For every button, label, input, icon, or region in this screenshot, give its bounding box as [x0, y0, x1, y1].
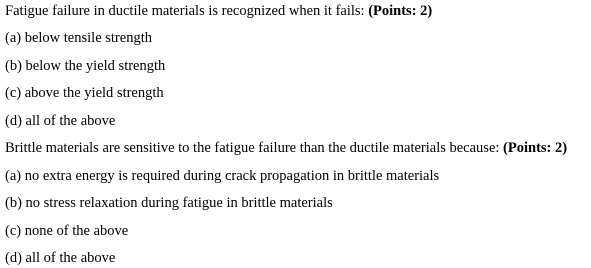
question-2-option-b: (b) no stress relaxation during fatigue in brittle materials: [5, 195, 333, 211]
question-1-option-a: (a) below tensile strength: [5, 30, 152, 46]
question-1-option-b: (b) below the yield strength: [5, 58, 166, 74]
question-1-stem: [5, 3, 432, 19]
question-1-option-c: (c) above the yield strength: [5, 85, 164, 101]
question-2-stem: [5, 140, 567, 156]
question-1-text: Fatigue failure in ductile materials is recognized when it fails:: [5, 3, 369, 19]
question-1-points: (Points: 2): [368, 3, 433, 19]
question-2-points: (Points: 2): [503, 140, 568, 156]
question-2-option-c: (c) none of the above: [5, 223, 129, 239]
question-2-option-d: (d) all of the above: [5, 250, 116, 266]
question-2-text: Brittle materials are sensitive to the fatigue failure than the ductile materials because:: [5, 140, 504, 156]
question-1-option-d: (d) all of the above: [5, 113, 116, 129]
question-2-option-a: (a) no extra energy is required during crack propagation in brittle materials: [5, 168, 440, 184]
